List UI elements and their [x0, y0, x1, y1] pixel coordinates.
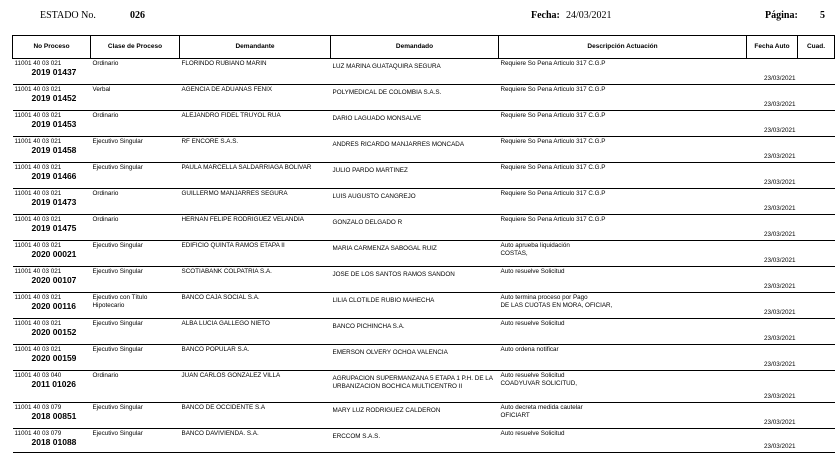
proceso-prefix: 11001 40 03 021: [14, 164, 62, 171]
table-row: [13, 345, 835, 371]
cuad-cell: [798, 111, 835, 137]
demandado-cell: EMERSON OLVERY OCHOA VALENCIA: [331, 345, 499, 371]
table-row: [13, 111, 835, 137]
proceso-prefix: 11001 40 03 079: [14, 430, 62, 437]
proceso-year-number: 2020 00116: [31, 300, 76, 311]
col-header-cuad: Cuad.: [798, 36, 835, 59]
proceso-cell: [13, 267, 91, 293]
proceso-year-number: 2019 01466: [31, 170, 77, 181]
descripcion-cell: Auto resuelve Solicitud: [499, 429, 747, 453]
clase-cell: Ejecutivo Singular: [91, 163, 180, 189]
proceso-cell: [13, 429, 91, 453]
cuad-cell: [798, 403, 835, 429]
pagina-label: Página:: [765, 10, 798, 21]
pagina-value: 5: [820, 10, 825, 21]
demandante-cell: BANCO POPULAR S.A.: [180, 345, 331, 371]
fecha-auto-cell: 23/03/2021: [747, 345, 798, 371]
proceso-prefix: 11001 40 03 021: [14, 86, 62, 93]
proceso-year-number: 2018 00851: [31, 410, 77, 421]
fecha-label: Fecha:: [531, 10, 560, 21]
proceso-year-number: 2019 01437: [31, 66, 77, 77]
descripcion-cell: Requiere So Pena Articulo 317 C.G.P: [499, 137, 747, 163]
cuad-cell: [798, 267, 835, 293]
clase-cell: Ejecutivo Singular: [91, 241, 180, 267]
proceso-year-number: 2020 00152: [31, 326, 77, 337]
proceso-year-number: 2020 00107: [31, 274, 77, 285]
descripcion-cell: Requiere So Pena Articulo 317 C.G.P: [499, 111, 747, 137]
col-header-demandante: Demandante: [180, 36, 331, 59]
fecha-auto-cell: 23/03/2021: [747, 241, 798, 267]
demandado-cell: GONZALO DELGADO R: [331, 215, 499, 241]
demandante-cell: AGENCIA DE ADUANAS FENIX: [180, 85, 331, 111]
demandado-cell: MARIA CARMENZA SABOGAL RUIZ: [331, 241, 499, 267]
descripcion-cell: Auto ordena notificar: [499, 345, 747, 371]
col-header-demandado: Demandado: [331, 36, 499, 59]
cuad-cell: [798, 59, 835, 85]
table-row: [13, 319, 835, 345]
proceso-year-number: 2019 01453: [31, 118, 77, 129]
demandante-cell: BANCO CAJA SOCIAL S.A.: [180, 293, 331, 319]
descripcion-cell: Auto resuelve Solicitud: [499, 267, 747, 293]
col-header-proceso: No Proceso: [13, 36, 91, 59]
demandado-cell: JULIO PARDO MARTINEZ: [331, 163, 499, 189]
fecha-auto-cell: 23/03/2021: [747, 267, 798, 293]
descripcion-cell: Requiere So Pena Articulo 317 C.G.P: [499, 85, 747, 111]
demandado-cell: ERCCOM S.A.S.: [331, 429, 499, 453]
proceso-year-number: 2020 00021: [31, 248, 77, 259]
cuad-cell: [798, 189, 835, 215]
table-row: [13, 371, 835, 403]
cuad-cell: [798, 215, 835, 241]
table-row: [13, 163, 835, 189]
clase-cell: Ejecutivo Singular: [91, 267, 180, 293]
clase-cell: Ordinario: [91, 189, 180, 215]
proceso-cell: [13, 163, 91, 189]
proceso-prefix: 11001 40 03 021: [14, 242, 62, 249]
descripcion-cell: Auto decreta medida cautelar OFICIART: [499, 403, 747, 429]
proceso-year-number: 2018 01088: [31, 436, 77, 447]
proceso-year-number: 2019 01452: [31, 92, 77, 103]
table-row: [13, 403, 835, 429]
clase-cell: Verbal: [91, 85, 180, 111]
proceso-prefix: 11001 40 03 021: [14, 138, 62, 145]
clase-cell: Ordinario: [91, 59, 180, 85]
demandado-cell: AGRUPACION SUPERMANZANA 5 ETAPA 1 P.H. DE LA URBANIZACION BOCHICA MULTICENTRO II: [331, 371, 499, 403]
demandado-cell: ANDRES RICARDO MANJARRES MONCADA: [331, 137, 499, 163]
descripcion-cell: Requiere So Pena Articulo 317 C.G.P: [499, 215, 747, 241]
descripcion-cell: Auto termina proceso por Pago DE LAS CUOTAS EN MORA, OFICIAR,: [499, 293, 747, 319]
cuad-cell: [798, 319, 835, 345]
cuad-cell: [798, 429, 835, 453]
col-header-clase: Clase de Proceso: [91, 36, 180, 59]
clase-cell: Ejecutivo Singular: [91, 429, 180, 453]
fecha-auto-cell: 23/03/2021: [747, 111, 798, 137]
clase-cell: Ejecutivo Singular: [91, 403, 180, 429]
proceso-year-number: 2020 00159: [31, 352, 77, 363]
proceso-cell: [13, 111, 91, 137]
fecha-auto-cell: 23/03/2021: [747, 429, 798, 453]
proceso-cell: [13, 319, 91, 345]
proceso-year-number: 2019 01473: [31, 196, 77, 207]
proceso-year-number: 2011 01026: [31, 378, 76, 389]
cuad-cell: [798, 293, 835, 319]
clase-cell: Ejecutivo Singular: [91, 319, 180, 345]
cuad-cell: [798, 85, 835, 111]
demandante-cell: SCOTIABANK COLPATRIA S.A.: [180, 267, 331, 293]
proceso-prefix: 11001 40 03 021: [14, 268, 62, 275]
estado-number: 026: [130, 10, 145, 21]
descripcion-cell: Auto aprueba liquidación COSTAS,: [499, 241, 747, 267]
clase-cell: Ordinario: [91, 111, 180, 137]
actuaciones-table: [12, 35, 835, 453]
clase-cell: Ordinario: [91, 371, 180, 403]
proceso-cell: [13, 59, 91, 85]
demandante-cell: GUILLERMO MANJARRES SEGURA: [180, 189, 331, 215]
proceso-prefix: 11001 40 03 079: [14, 404, 62, 411]
proceso-cell: [13, 137, 91, 163]
proceso-prefix: 11001 40 03 021: [14, 60, 62, 67]
proceso-prefix: 11001 40 03 021: [14, 346, 62, 353]
demandante-cell: EDIFICIO QUINTA RAMOS ETAPA II: [180, 241, 331, 267]
table-row: [13, 137, 835, 163]
fecha-auto-cell: 23/03/2021: [747, 189, 798, 215]
clase-cell: Ejecutivo con Título Hipotecario: [91, 293, 180, 319]
proceso-prefix: 11001 40 03 040: [14, 372, 62, 379]
fecha-auto-cell: 23/03/2021: [747, 293, 798, 319]
fecha-auto-cell: 23/03/2021: [747, 371, 798, 403]
proceso-prefix: 11001 40 03 021: [14, 294, 62, 301]
demandante-cell: BANCO DE OCCIDENTE S.A: [180, 403, 331, 429]
proceso-prefix: 11001 40 03 021: [14, 320, 62, 327]
proceso-prefix: 11001 40 03 021: [14, 112, 62, 119]
fecha-auto-cell: 23/03/2021: [747, 163, 798, 189]
fecha-value: 24/03/2021: [566, 10, 612, 21]
table-row: [13, 189, 835, 215]
proceso-cell: [13, 189, 91, 215]
demandante-cell: BANCO DAVIVIENDA. S.A.: [180, 429, 331, 453]
proceso-year-number: 2019 01458: [31, 144, 77, 155]
fecha-auto-cell: 23/03/2021: [747, 85, 798, 111]
demandado-cell: JOSE DE LOS SANTOS RAMOS SANDON: [331, 267, 499, 293]
proceso-cell: [13, 345, 91, 371]
demandado-cell: LILIA CLOTILDE RUBIO MAHECHA: [331, 293, 499, 319]
demandado-cell: BANCO PICHINCHA S.A.: [331, 319, 499, 345]
fecha-auto-cell: 23/03/2021: [747, 215, 798, 241]
demandado-cell: POLYMEDICAL DE COLOMBIA S.A.S.: [331, 85, 499, 111]
col-header-fecha-auto: Fecha Auto: [747, 36, 798, 59]
demandado-cell: LUIS AUGUSTO CANGREJO: [331, 189, 499, 215]
demandado-cell: MARY LUZ RODRIGUEZ CALDERON: [331, 403, 499, 429]
fecha-auto-cell: 23/03/2021: [747, 59, 798, 85]
estado-label: ESTADO No.: [40, 10, 96, 21]
table-header-row: [13, 36, 835, 59]
descripcion-cell: Requiere So Pena Articulo 317 C.G.P: [499, 59, 747, 85]
table-row: [13, 267, 835, 293]
proceso-cell: [13, 403, 91, 429]
proceso-cell: [13, 215, 91, 241]
descripcion-cell: Requiere So Pena Articulo 317 C.G.P: [499, 189, 747, 215]
cuad-cell: [798, 241, 835, 267]
cuad-cell: [798, 345, 835, 371]
table-row: [13, 59, 835, 85]
cuad-cell: [798, 137, 835, 163]
clase-cell: Ejecutivo Singular: [91, 137, 180, 163]
clase-cell: Ordinario: [91, 215, 180, 241]
demandante-cell: RF ENCORE S.A.S.: [180, 137, 331, 163]
descripcion-cell: Auto resuelve Solicitud: [499, 319, 747, 345]
proceso-cell: [13, 85, 91, 111]
demandante-cell: ALEJANDRO FIDEL TRUYOL RUA: [180, 111, 331, 137]
col-header-descripcion: Descripción Actuación: [499, 36, 747, 59]
demandado-cell: DARIO LAGUADO MONSALVE: [331, 111, 499, 137]
proceso-cell: [13, 241, 91, 267]
table-row: [13, 215, 835, 241]
fecha-auto-cell: 23/03/2021: [747, 319, 798, 345]
descripcion-cell: Auto resuelve Solicitud COADYUVAR SOLICITUD,: [499, 371, 747, 403]
table-row: [13, 429, 835, 453]
proceso-prefix: 11001 40 03 021: [14, 190, 62, 197]
table-row: [13, 85, 835, 111]
proceso-year-number: 2019 01475: [31, 222, 77, 233]
table-row: [13, 293, 835, 319]
fecha-auto-cell: 23/03/2021: [747, 403, 798, 429]
demandante-cell: JUAN CARLOS GONZALEZ VILLA: [180, 371, 331, 403]
cuad-cell: [798, 371, 835, 403]
proceso-cell: [13, 293, 91, 319]
clase-cell: Ejecutivo Singular: [91, 345, 180, 371]
demandado-cell: LUZ MARINA GUATAQUIRA SEGURA: [331, 59, 499, 85]
demandante-cell: FLORINDO RUBIANO MARIN: [180, 59, 331, 85]
proceso-prefix: 11001 40 03 021: [14, 216, 62, 223]
demandante-cell: PAULA MARCELLA SALDARRIAGA BOLIVAR: [180, 163, 331, 189]
descripcion-cell: Requiere So Pena Articulo 317 C.G.P: [499, 163, 747, 189]
demandante-cell: ALBA LUCIA GALLEGO NIETO: [180, 319, 331, 345]
cuad-cell: [798, 163, 835, 189]
fecha-auto-cell: 23/03/2021: [747, 137, 798, 163]
table-row: [13, 241, 835, 267]
proceso-cell: [13, 371, 91, 403]
demandante-cell: HERNAN FELIPE RODRIGUEZ VELANDIA: [180, 215, 331, 241]
